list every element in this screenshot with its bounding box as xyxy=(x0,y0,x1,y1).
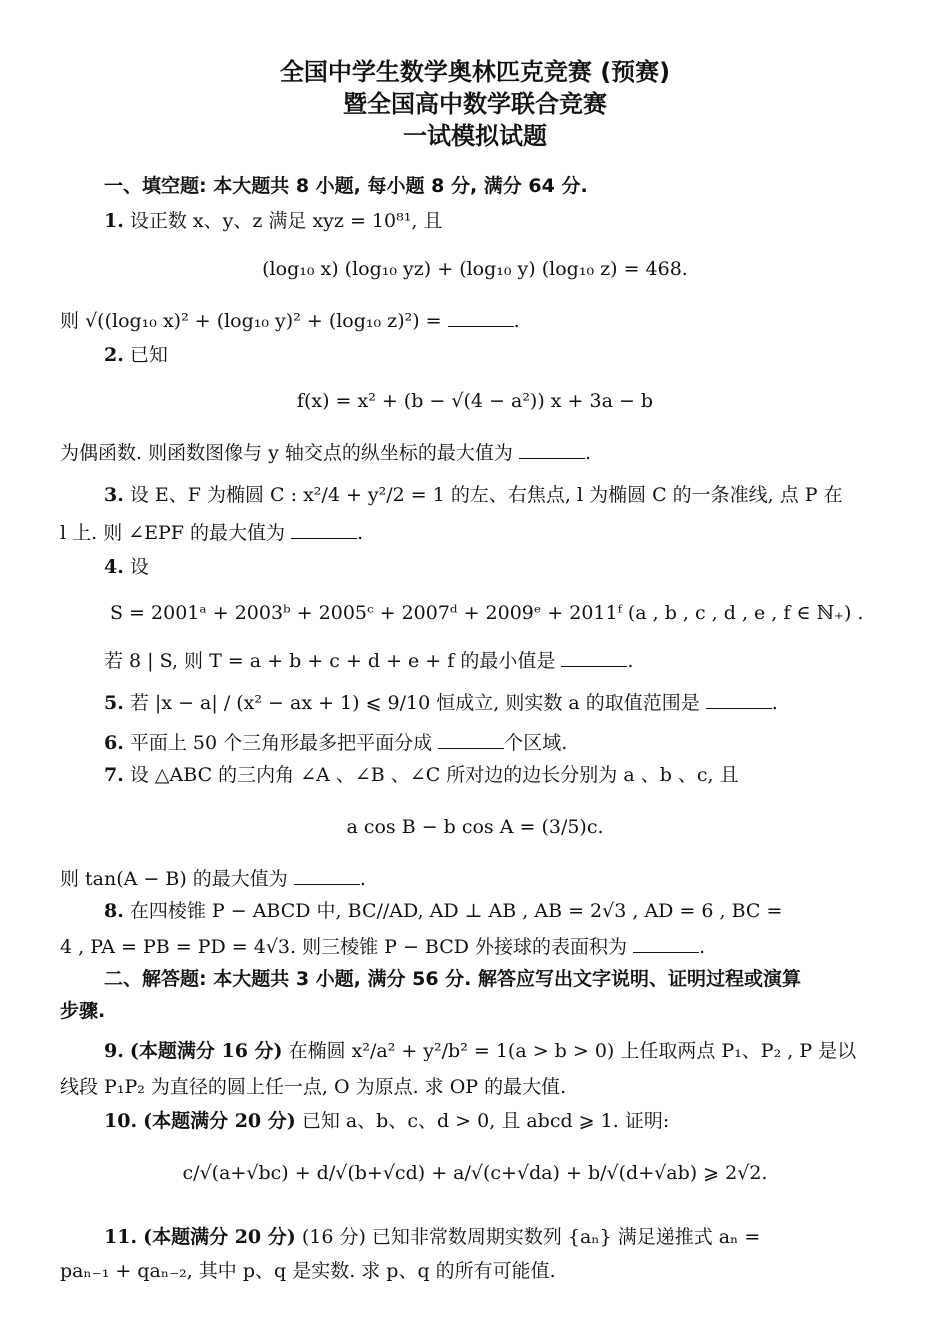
q11-line-2: paₙ₋₁ + qaₙ₋₂, 其中 p、q 是实数. 求 p、q 的所有可能值. xyxy=(60,1260,556,1282)
q2-ask-text: 为偶函数. 则函数图像与 y 轴交点的纵坐标的最大值为 xyxy=(60,442,513,464)
q1-equation: (log₁₀ x) (log₁₀ yz) + (log₁₀ y) (log₁₀ z) = 468. xyxy=(262,258,688,280)
answer-blank[interactable] xyxy=(448,308,514,327)
question-3 xyxy=(104,484,843,507)
q8-ask-text: 4 , PA = PB = PD = 4√3. 则三棱锥 P − BCD 外接球的表面积为 xyxy=(60,936,628,958)
question-5 xyxy=(104,690,778,715)
section-2-heading: 二、解答题: 本大题共 3 小题, 满分 56 分. 解答应写出文字说明、证明过程或演算 xyxy=(104,968,801,990)
answer-blank[interactable] xyxy=(561,648,627,667)
question-number: 6. xyxy=(104,732,124,754)
title-line-3: 一试模拟试题 xyxy=(403,122,547,150)
question-text: 平面上 50 个三角形最多把平面分成 xyxy=(129,732,433,754)
question-text: 已知 xyxy=(129,344,168,366)
question-number: 9. xyxy=(104,1040,124,1062)
question-6 xyxy=(104,730,567,755)
q1-ask-prefix: 则 xyxy=(60,310,80,332)
question-text: 设正数 x、y、z 满足 xyz = 10⁸¹, 且 xyxy=(129,210,443,232)
question-number: 1. xyxy=(104,210,124,232)
question-text: 在四棱锥 P − ABCD 中, BC//AD, AD ⊥ AB , AB = 2√3 , AD = 6 , BC = xyxy=(129,900,783,922)
q1-ask-suffix: . xyxy=(513,310,520,332)
title-line-1: 全国中学生数学奥林匹克竞赛 (预赛) xyxy=(279,58,671,86)
question-text: 设 xyxy=(129,556,149,578)
q4-equation: S = 2001ᵃ + 2003ᵇ + 2005ᶜ + 2007ᵈ + 2009ᵉ + 2011ᶠ (a , b , c , d , e , f ∈ ℕ₊) . xyxy=(110,602,864,624)
question-4 xyxy=(104,556,149,579)
answer-blank[interactable] xyxy=(519,440,585,459)
question-score: (本题满分 20 分) xyxy=(143,1110,296,1132)
answer-blank[interactable] xyxy=(706,690,772,709)
question-11 xyxy=(104,1226,760,1249)
question-text: 设 E、F 为椭圆 C : x²/4 + y²/2 = 1 的左、右焦点, l 为椭圆 C 的一条准线, 点 P 在 xyxy=(129,484,843,506)
question-number: 3. xyxy=(104,484,124,506)
answer-blank[interactable] xyxy=(438,730,504,749)
section-2-heading-cont: 步骤. xyxy=(60,1000,106,1022)
q7-ask xyxy=(60,866,366,891)
question-number: 8. xyxy=(104,900,124,922)
q1-ask xyxy=(60,308,520,333)
q3-ask-text: l 上. 则 ∠EPF 的最大值为 xyxy=(60,522,286,544)
answer-blank[interactable] xyxy=(291,520,357,539)
question-number: 10. xyxy=(104,1110,138,1132)
answer-blank[interactable] xyxy=(294,866,360,885)
section-1-heading: 一、填空题: 本大题共 8 小题, 每小题 8 分, 满分 64 分. xyxy=(104,175,588,197)
q6-suffix: 个区域. xyxy=(504,732,568,754)
question-text: 已知 a、b、c、d > 0, 且 abcd ⩾ 1. 证明: xyxy=(301,1110,670,1132)
question-number: 2. xyxy=(104,344,124,366)
q7-ask-suffix: . xyxy=(359,868,366,890)
q3-ask xyxy=(60,520,363,545)
q4-ask-suffix: . xyxy=(627,650,634,672)
question-7 xyxy=(104,764,739,787)
q8-ask-suffix: . xyxy=(699,936,706,958)
question-9 xyxy=(104,1040,856,1063)
q2-ask-suffix: . xyxy=(584,442,591,464)
q7-ask-text: 则 tan(A − B) 的最大值为 xyxy=(60,868,288,890)
question-number: 5. xyxy=(104,692,124,714)
question-number: 11. xyxy=(104,1226,138,1248)
q1-ask-expression: √((log₁₀ x)² + (log₁₀ y)² + (log₁₀ z)²) = xyxy=(85,310,442,332)
answer-blank[interactable] xyxy=(633,934,699,953)
q4-ask xyxy=(104,648,633,673)
q5-ask-suffix: . xyxy=(771,692,778,714)
title-line-2: 暨全国高中数学联合竞赛 xyxy=(343,90,607,118)
question-number: 4. xyxy=(104,556,124,578)
question-text: 设 △ABC 的三内角 ∠A 、∠B 、∠C 所对边的边长分别为 a 、b 、c, 且 xyxy=(129,764,739,786)
q10-inequality: c/√(a+√bc) + d/√(b+√cd) + a/√(c+√da) + b/√(d+√ab) ⩾ 2√2. xyxy=(182,1162,768,1184)
question-score: (本题满分 20 分) xyxy=(143,1226,296,1248)
q2-ask xyxy=(60,440,591,465)
q4-ask-text: 若 8 | S, 则 T = a + b + c + d + e + f 的最小值是 xyxy=(104,650,556,672)
q8-ask xyxy=(60,934,705,959)
q3-ask-suffix: . xyxy=(357,522,364,544)
question-10 xyxy=(104,1110,669,1133)
q7-equation: a cos B − b cos A = (3/5)c. xyxy=(346,816,604,838)
q9-line-2: 线段 P₁P₂ 为直径的圆上任一点, O 为原点. 求 OP 的最大值. xyxy=(60,1076,567,1098)
question-text: (16 分) 已知非常数周期实数列 {aₙ} 满足递推式 aₙ = xyxy=(301,1226,761,1248)
question-score: (本题满分 16 分) xyxy=(129,1040,283,1062)
question-1 xyxy=(104,210,442,233)
q2-equation: f(x) = x² + (b − √(4 − a²)) x + 3a − b xyxy=(296,390,654,412)
question-text: 在椭圆 x²/a² + y²/b² = 1(a > b > 0) 上任取两点 P₁、P₂ , P 是以 xyxy=(288,1040,857,1062)
question-8 xyxy=(104,900,782,923)
question-text: 若 |x − a| / (x² − ax + 1) ⩽ 9/10 恒成立, 则实数 a 的取值范围是 xyxy=(129,692,700,714)
question-2 xyxy=(104,344,168,367)
question-number: 7. xyxy=(104,764,124,786)
